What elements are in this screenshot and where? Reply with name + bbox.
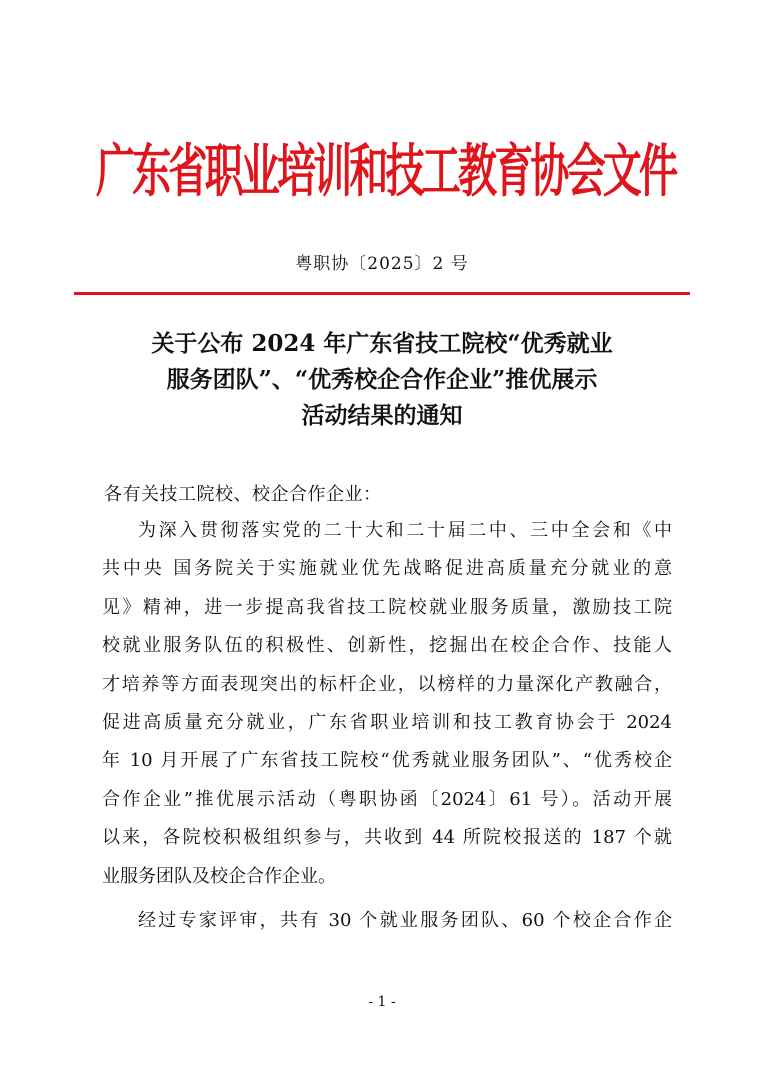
notice-title	[0, 326, 764, 434]
body-line: 促进高质量充分就业，广东省职业培训和技工教育协会于 2024	[102, 712, 672, 734]
notice-title-line: 活动结果的通知	[301, 402, 463, 429]
notice-title-line: 关于公布 2024 年广东省技工院校“优秀就业	[151, 330, 613, 357]
body-line: 业服务团队及校企合作企业。	[102, 865, 336, 887]
paragraph-1	[102, 512, 672, 896]
body-line: 为深入贯彻落实党的二十大和二十届二中、三中全会和《中	[138, 520, 672, 541]
body-text	[102, 512, 672, 940]
red-divider-rule	[74, 292, 690, 295]
paragraph-2	[102, 902, 672, 940]
body-line: 合作企业”推优展示活动（粤职协函〔2024〕61 号）。活动开展	[102, 788, 672, 810]
letterhead-title: 广东省职业培训和技工教育协会文件	[96, 138, 676, 205]
body-line: 经过专家评审，共有 30 个就业服务团队、60 个校企合作企	[138, 910, 672, 932]
body-line: 以来，各院校积极组织参与，共收到 44 所院校报送的 187 个就	[102, 827, 672, 849]
body-line: 见》精神，进一步提高我省技工院校就业服务质量，激励技工院	[102, 596, 672, 618]
salutation: 各有关技工院校、校企合作企业：	[104, 484, 382, 505]
document-number: 粤职协〔2025〕2 号	[295, 254, 469, 274]
page-number: - 1 -	[368, 994, 396, 1010]
body-line: 校就业服务队伍的积极性、创新性，挖掘出在校企合作、技能人	[102, 635, 672, 657]
body-line: 共中央 国务院关于实施就业优先战略促进高质量充分就业的意	[102, 558, 672, 580]
body-line: 年 10 月开展了广东省技工院校“优秀就业服务团队”、“优秀校企	[102, 750, 672, 772]
notice-title-line: 服务团队”、“优秀校企合作企业”推优展示	[166, 366, 598, 393]
body-line: 才培养等方面表现突出的标杆企业，以榜样的力量深化产教融合，	[102, 673, 672, 695]
